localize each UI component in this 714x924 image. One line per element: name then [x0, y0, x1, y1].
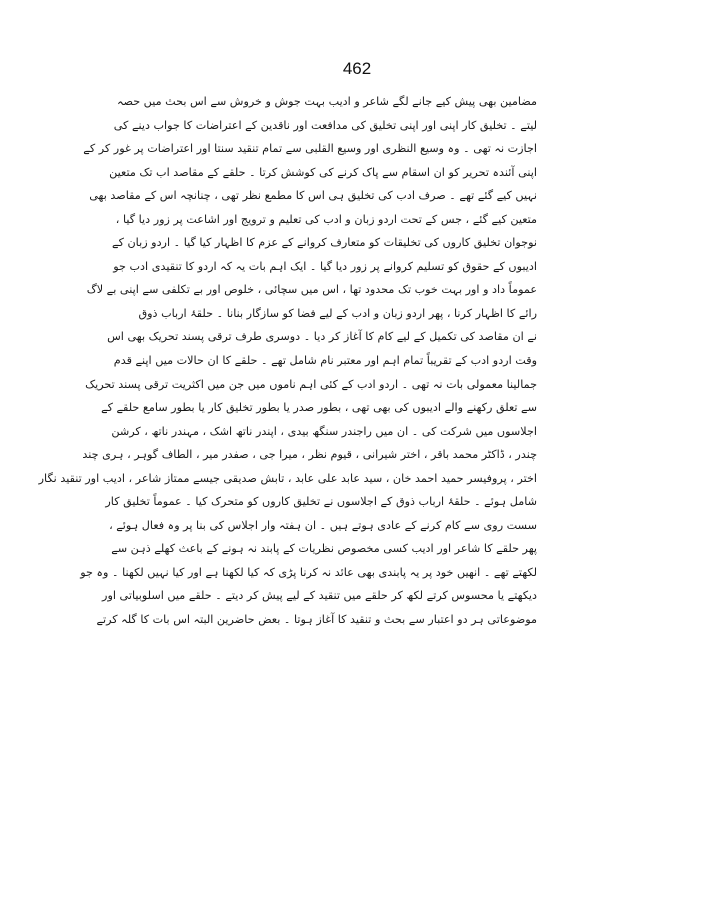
text-line: مضامین بھی پیش کیے جانے لگے شاعر و ادیب بہت جوش و خروش سے اس بحث میں حصہ [116, 95, 537, 108]
text-line: ادیبوں کے حقوق کو تسلیم کروانے پر زور دیا گیا ۔ ایک اہم بات یہ کہ اردو کا تنقیدی ادب جو [113, 259, 537, 273]
page-body-text [38, 90, 537, 632]
text-line: شامل ہوئے ۔ حلقۂ ارباب ذوق کے اجلاسوں نے تخلیق کاروں کو متحرک کیا ۔ عموماً تخلیق کار [105, 495, 537, 509]
text-line: اجلاسوں میں شرکت کی ۔ ان میں راجندر سنگھ بیدی ، اپندر ناتھ اشک ، مہندر ناتھ ، کرشن [111, 424, 537, 438]
text-line: متعین کیے گئے ، جس کے تحت اردو زبان و ادب کی تعلیم و ترویج اور اشاعت پر زور دیا گیا ، [115, 212, 537, 226]
text-line: اپنی آئندہ تحریر کو ان اسقام سے پاک کرنے کی کوشش کرتا ۔ حلقے کے مقاصد اب تک متعین [109, 165, 537, 179]
text-line: موضوعاتی ہر دو اعتبار سے بحث و تنقید کا آغاز ہوتا ۔ بعض حاضرین البتہ اس بات کا گلہ کرتے [96, 613, 537, 627]
page-number: 462 [342, 59, 372, 78]
text-line: نوجوان تخلیق کاروں کی تخلیقات کو متعارف کروانے کے عزم کا اظہار کیا گیا ۔ اردو زبان کے [112, 236, 537, 250]
text-line: اجازت نہ تھی ۔ وہ وسیع النظری اور وسیع القلبی سے تمام تنقید سنتا اور اعتراضات پر غور کر کے [83, 142, 537, 156]
text-line: سے تعلق رکھنے والے ادیبوں کی بھی تھی ، بطور صدر یا بطور تخلیق کار یا بطور سامع حلقے کے [101, 401, 537, 415]
text-line: رائے کا اظہار کرنا ، پھر اردو زبان و ادب کے لیے فضا کو سازگار بنانا ۔ حلقۂ ارباب ذوق [138, 306, 537, 320]
text-line: عموماً داد و اور بہت خوب تک محدود تھا ، اس میں سچائی ، خلوص اور بے تکلفی سے اپنی بے لاگ [86, 283, 537, 297]
text-line: لیتے ۔ تخلیق کار اپنی اور اپنی تخلیق کی مدافعت اور ناقدین کے اعتراضات کا جواب دینے کی [113, 118, 537, 132]
text-line: لکھتے تھے ۔ انھیں خود پر یہ پابندی بھی عائد نہ کرنا پڑی کہ کیا لکھنا ہے اور کیا نہیں لکھنا ۔ وہ جو [80, 565, 537, 579]
text-line: پھر حلقے کا شاعر اور ادیب کسی مخصوص نظریات کے پابند نہ ہونے کے باعث کھلے ذہن سے [111, 542, 537, 556]
text-line: اختر ، پروفیسر حمید احمد خان ، سید عابد علی عابد ، تابش صدیقی جیسے ممتاز شاعر ، ادیب اور تنقید نگار [38, 471, 537, 485]
text-line: جمالینا معمولی بات نہ تھی ۔ اردو ادب کے کئی اہم ناموں میں جن میں اکثریت ترقی پسند تحریک [85, 377, 537, 391]
text-line: دیکھتے یا محسوس کرتے لکھ کر حلقے میں تنقید کے لیے پیش کر دیتے ۔ حلقے میں اسلوبیاتی اور [102, 589, 537, 603]
text-line: چندر ، ڈاکٹر محمد باقر ، اختر شیرانی ، قیوم نظر ، میرا جی ، صفدر میر ، الطاف گوہر ، ہری چند [82, 448, 537, 462]
text-line: نہیں کیے گئے تھے ۔ صرف ادب کی تخلیق ہی اس کا مطمع نظر تھی ، چنانچہ اس کے مقاصد بھی [89, 189, 537, 203]
text-line: وقت اردو ادب کے تقریباً تمام اہم اور معتبر نام شامل تھے ۔ حلقے کا ان حالات میں اپنے قدم [113, 354, 537, 368]
text-line: سست روی سے کام کرنے کے عادی ہوتے ہیں ۔ ان ہفتہ وار اجلاس کی بنا پر وہ فعال ہوئے ، [109, 518, 537, 532]
text-line: نے ان مقاصد کی تکمیل کے لیے کام کا آغاز کر دیا ۔ دوسری طرف ترقی پسند تحریک بھی اس [107, 330, 537, 344]
